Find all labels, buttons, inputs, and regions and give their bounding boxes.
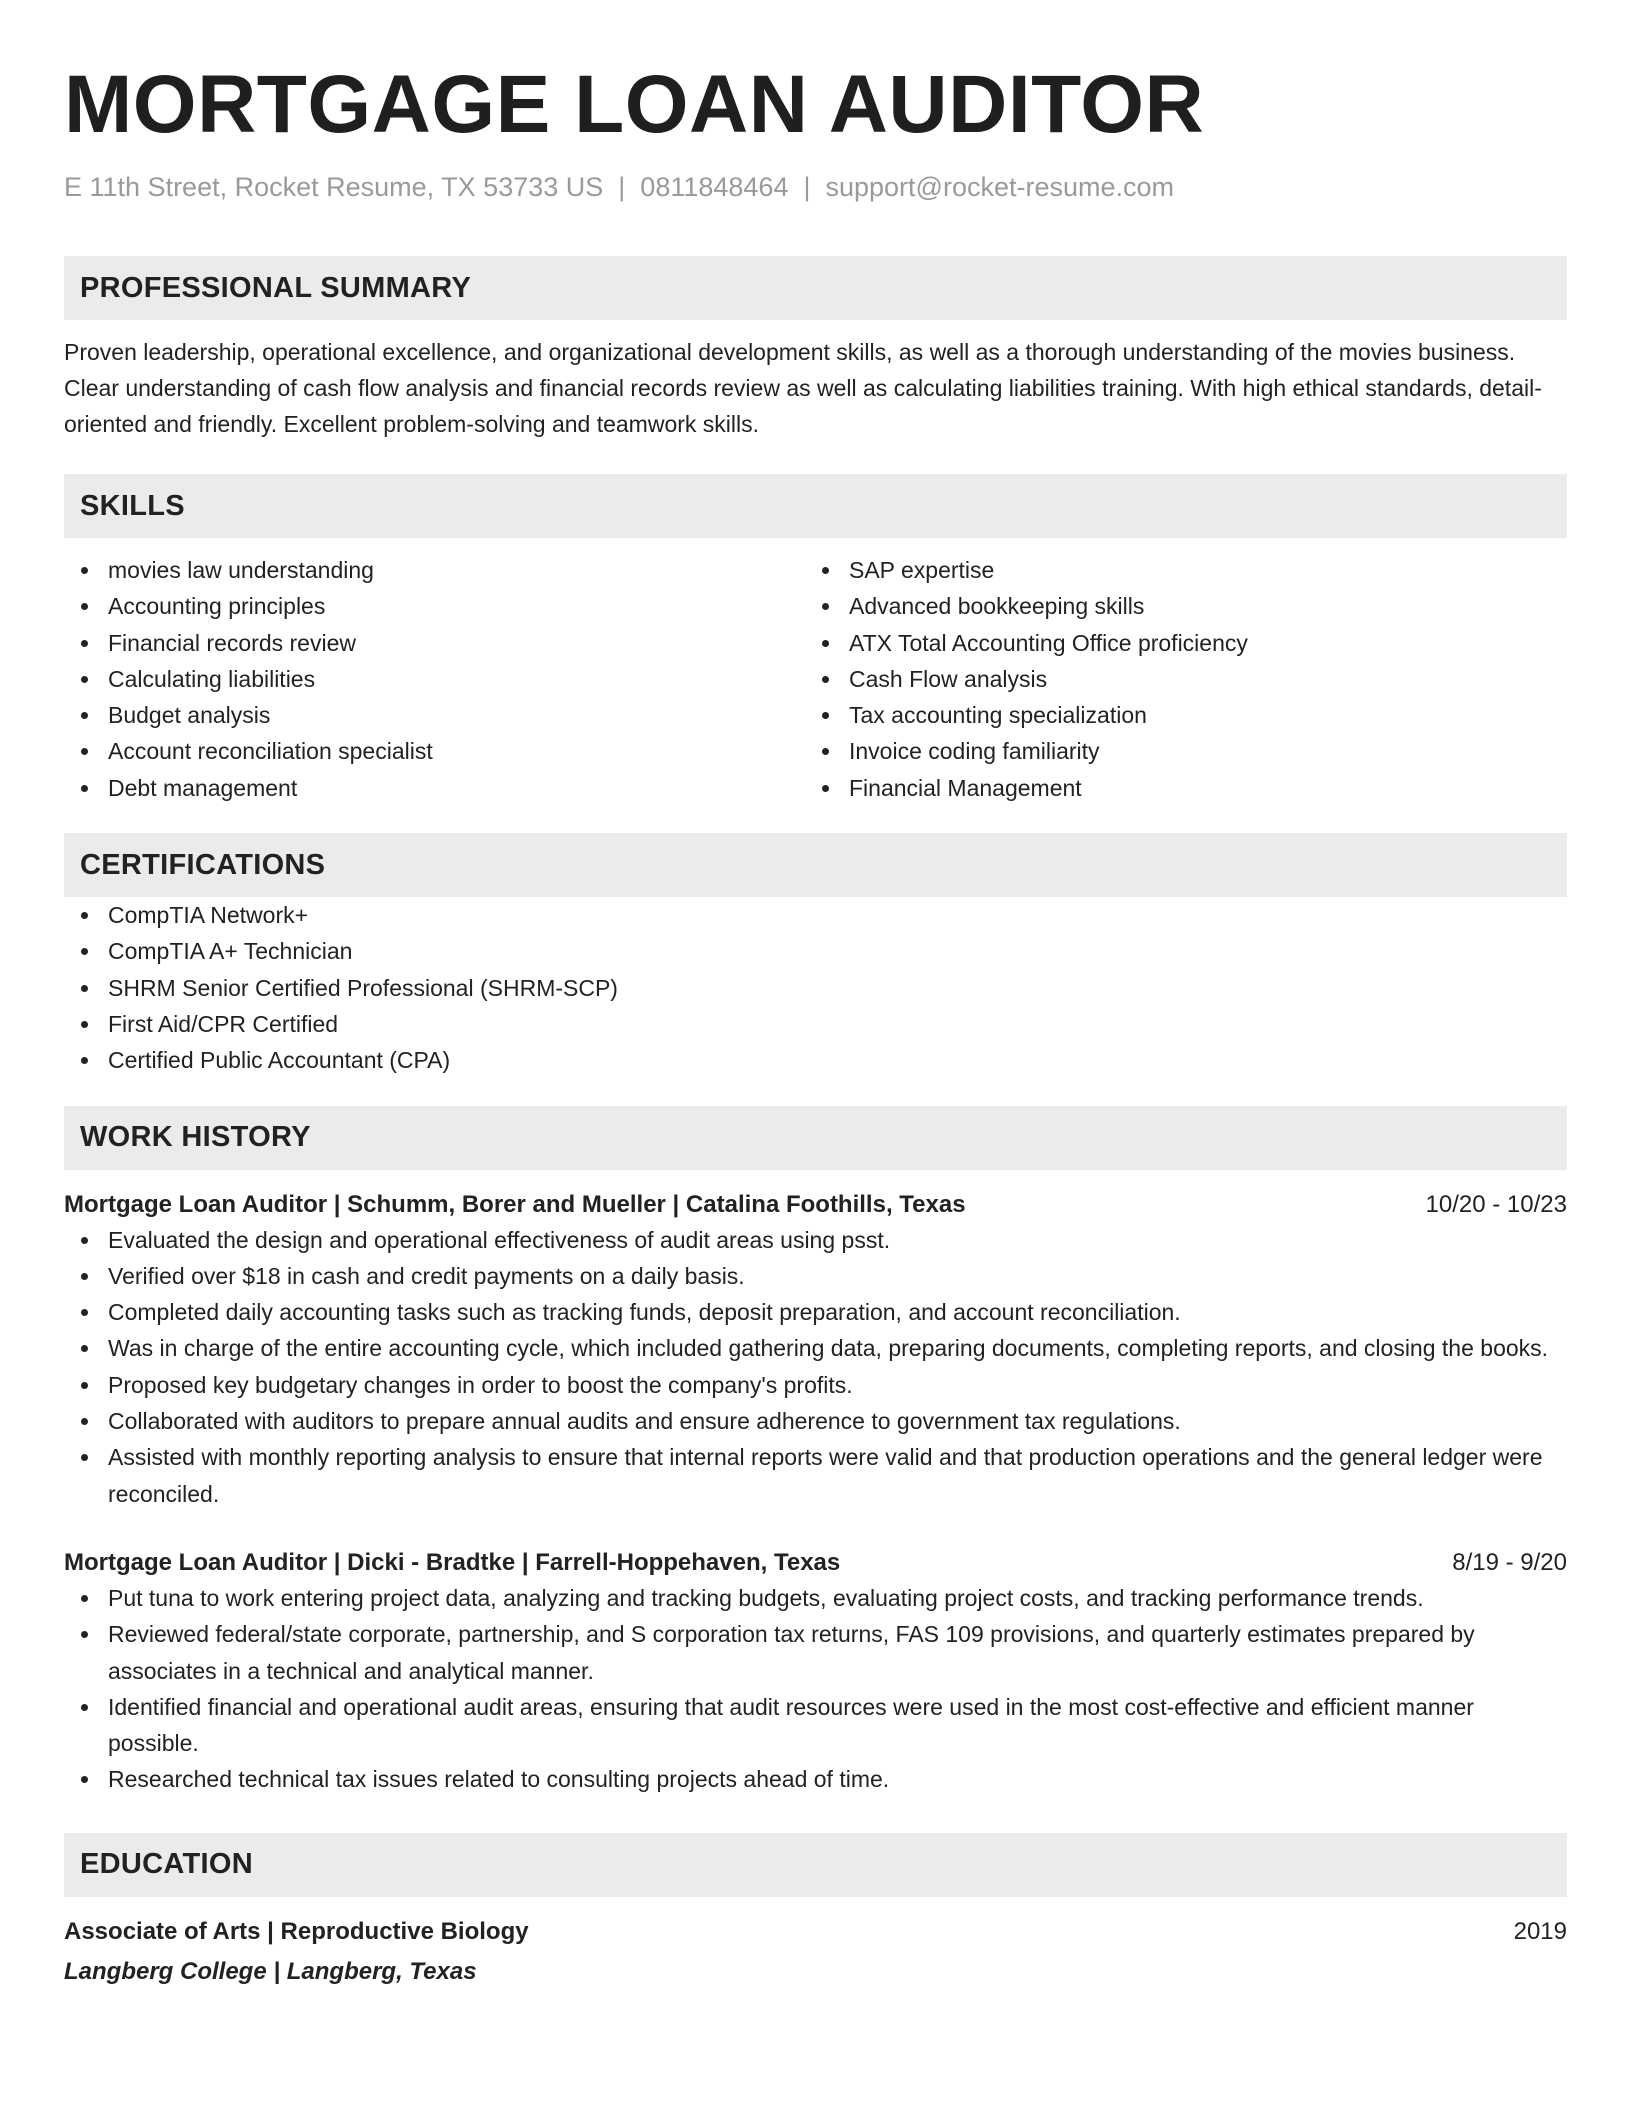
job-bullets <box>64 1222 1567 1512</box>
certification-item: First Aid/CPR Certified <box>64 1006 1567 1042</box>
skill-item: movies law understanding <box>64 552 805 588</box>
skill-item: Financial Management <box>805 770 1546 806</box>
certifications-list <box>64 897 1567 1078</box>
skill-item: Cash Flow analysis <box>805 661 1546 697</box>
job-bullet: Proposed key budgetary changes in order to boost the company's profits. <box>64 1367 1567 1403</box>
resume-page <box>64 56 1567 1989</box>
section-header-summary: PROFESSIONAL SUMMARY <box>64 256 1567 320</box>
job-title-row <box>64 1546 1567 1580</box>
skills-right-list <box>805 552 1546 806</box>
section-header-work-history: WORK HISTORY <box>64 1106 1567 1170</box>
job-title: Mortgage Loan Auditor | Dicki - Bradtke | Farrell-Hoppehaven, Texas <box>64 1548 841 1576</box>
job-bullet: Completed daily accounting tasks such as tracking funds, deposit preparation, and account reconciliation. <box>64 1294 1567 1330</box>
certification-item: Certified Public Accountant (CPA) <box>64 1042 1567 1078</box>
job-bullet: Researched technical tax issues related to consulting projects ahead of time. <box>64 1761 1567 1797</box>
job-bullet: Reviewed federal/state corporate, partnership, and S corporation tax returns, FAS 109 provisions, and quarterly estimates prepared by associates in a technical and analytical manner. <box>64 1616 1567 1689</box>
section-header-education: EDUCATION <box>64 1833 1567 1897</box>
skills-columns <box>64 552 1567 806</box>
contact-email: support@rocket-resume.com <box>825 172 1175 202</box>
job-title: Mortgage Loan Auditor | Schumm, Borer and Mueller | Catalina Foothills, Texas <box>64 1190 966 1218</box>
skill-item: Advanced bookkeeping skills <box>805 588 1546 624</box>
contact-separator: | <box>803 172 811 202</box>
job-dates: 10/20 - 10/23 <box>1425 1190 1567 1218</box>
certification-item: SHRM Senior Certified Professional (SHRM-SCP) <box>64 970 1567 1006</box>
skill-item: Financial records review <box>64 625 805 661</box>
skill-item: Tax accounting specialization <box>805 697 1546 733</box>
job-bullets <box>64 1580 1567 1798</box>
job-bullet: Put tuna to work entering project data, analyzing and tracking budgets, evaluating project costs, and tracking performance trends. <box>64 1580 1567 1616</box>
skill-item: Calculating liabilities <box>64 661 805 697</box>
contact-line <box>64 170 1567 204</box>
job-bullet: Verified over $18 in cash and credit payments on a daily basis. <box>64 1258 1567 1294</box>
skill-item: ATX Total Accounting Office proficiency <box>805 625 1546 661</box>
job-bullet: Identified financial and operational audit areas, ensuring that audit resources were used in the most cost-effective and efficient manner possible. <box>64 1689 1567 1762</box>
education-degree: Associate of Arts | Reproductive Biology <box>64 1917 529 1945</box>
skill-item: Debt management <box>64 770 805 806</box>
education-row <box>64 1915 1567 1949</box>
job-bullet: Evaluated the design and operational effectiveness of audit areas using psst. <box>64 1222 1567 1258</box>
job-bullet: Assisted with monthly reporting analysis to ensure that internal reports were valid and that production operations and the general ledger were reconciled. <box>64 1439 1567 1512</box>
job-bullet: Was in charge of the entire accounting cycle, which included gathering data, preparing documents, completing reports, and closing the books. <box>64 1330 1567 1366</box>
certification-item: CompTIA A+ Technician <box>64 933 1567 969</box>
contact-separator: | <box>618 172 626 202</box>
skills-left-list <box>64 552 805 806</box>
contact-phone: 0811848464 <box>640 172 789 202</box>
education-year: 2019 <box>1513 1917 1567 1945</box>
job-bullet: Collaborated with auditors to prepare annual audits and ensure adherence to government tax regulations. <box>64 1403 1567 1439</box>
summary-text: Proven leadership, operational excellence, and organizational development skills, as well as a thorough understanding of the movies business. Clear understanding of cash flow analysis and financial records review as well as calculating liabilities training. With high ethical standards, detail-oriented and friendly. Excellent problem-solving and teamwork skills. <box>64 339 1542 437</box>
education-school: Langberg College | Langberg, Texas <box>64 1957 477 1985</box>
skill-item: Accounting principles <box>64 588 805 624</box>
section-header-certifications: CERTIFICATIONS <box>64 833 1567 897</box>
section-header-skills: SKILLS <box>64 474 1567 538</box>
job-dates: 8/19 - 9/20 <box>1452 1548 1567 1576</box>
resume-name: MORTGAGE LOAN AUDITOR <box>64 59 1205 150</box>
skill-item: Budget analysis <box>64 697 805 733</box>
contact-address: E 11th Street, Rocket Resume, TX 53733 US <box>64 172 604 202</box>
skill-item: Invoice coding familiarity <box>805 733 1546 769</box>
skill-item: Account reconciliation specialist <box>64 733 805 769</box>
job-title-row <box>64 1188 1567 1222</box>
certification-item: CompTIA Network+ <box>64 897 1567 933</box>
skill-item: SAP expertise <box>805 552 1546 588</box>
